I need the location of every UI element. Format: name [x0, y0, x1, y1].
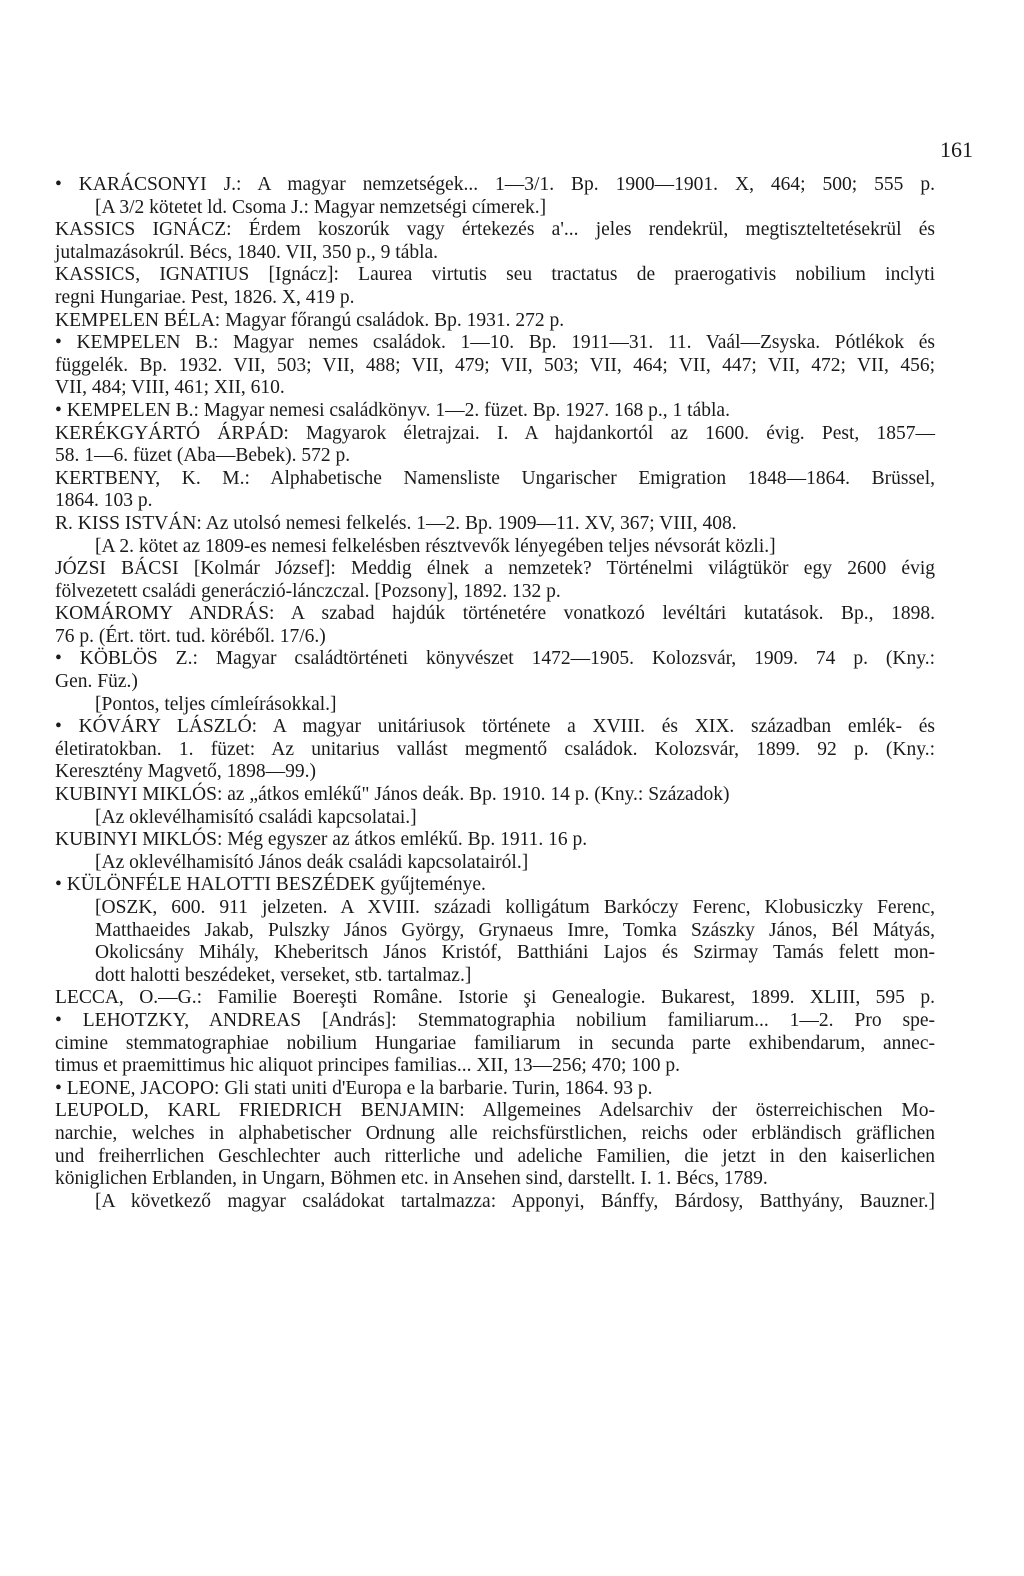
- bibliography-entry-kassics-2: [55, 264, 935, 309]
- entry-line: KERÉKGYÁRTÓ ÁRPÁD: Magyarok életrajzai. I. A hajdankortól az 1600. évig. Pest, 1857—: [55, 422, 935, 444]
- bibliography-entry-leone: [55, 1078, 935, 1101]
- entry-line: [Az oklevélhamisító családi kapcsolatai.]: [95, 806, 417, 828]
- entry-line: KOMÁROMY ANDRÁS: A szabad hajdúk történetére vonatkozó levéltári kutatások. Bp., 1898.: [55, 603, 935, 625]
- bibliography-entry-lehotzky: [55, 1010, 935, 1078]
- entry-line: fölvezetett családi generáczió-lánczczal. [Pozsony], 1892. 132 p.: [55, 580, 561, 602]
- bibliography-entry-kiss: [55, 513, 935, 558]
- entry-line: [OSZK, 600. 911 jelzeten. A XVIII. századi kolligátum Barkóczy Ferenc, Klobusiczky Ferenc,: [95, 897, 935, 918]
- bibliography-entry-koblos: [55, 648, 935, 716]
- entry-line: KASSICS IGNÁCZ: Érdem koszorúk vagy értekezés a'... jeles rendekrül, megtiszteltetésekrül és: [55, 219, 935, 241]
- entry-line: 76 p. (Ért. tört. tud. köréből. 17/6.): [55, 625, 326, 647]
- entry-line: 1864. 103 p.: [55, 490, 153, 512]
- bibliography-entry-kempelen-2: [55, 332, 935, 400]
- entry-line: • KÓVÁRY LÁSZLÓ: A magyar unitáriusok története a XVIII. és XIX. században emlék- és: [55, 716, 935, 738]
- entry-line: [Az oklevélhamisító János deák családi kapcsolatairól.]: [95, 851, 529, 873]
- entry-line: dott halotti beszédeket, verseket, stb. tartalmaz.]: [95, 964, 472, 986]
- entry-line: und freiherrlichen Geschlechter auch ritterliche und adeliche Familien, die jetzt in den kaiserlichen: [55, 1145, 935, 1167]
- bibliography-entry-kempelen-3: [55, 400, 935, 423]
- entry-line: LEUPOLD, KARL FRIEDRICH BENJAMIN: Allgemeines Adelsarchiv der österreichischen Mo-: [55, 1100, 935, 1122]
- entry-line: • KEMPELEN B.: Magyar nemes családok. 1—10. Bp. 1911—31. 11. Vaál—Zsyska. Pótlékok és: [55, 332, 935, 354]
- entry-line: JÓZSI BÁCSI [Kolmár József]: Meddig élnek a nemzetek? Történelmi világtükör egy 2600 évig: [55, 558, 935, 580]
- bibliography-entry-kovary: [55, 716, 935, 784]
- entry-line: életiratokban. 1. füzet: Az unitarius vallást megmentő családok. Kolozsvár, 1899. 92 p. (Kny.:: [55, 738, 935, 760]
- bibliography-entry-kubinyi-2: [55, 829, 935, 874]
- bibliography-entry-kempelen-1: [55, 310, 935, 333]
- bibliography-list: [55, 174, 935, 1213]
- entry-line: KUBINYI MIKLÓS: az „átkos emlékű" János deák. Bp. 1910. 14 p. (Kny.: Századok): [55, 784, 730, 806]
- entry-line: KEMPELEN BÉLA: Magyar főrangú családok. Bp. 1931. 272 p.: [55, 309, 565, 331]
- entry-line: cimine stemmatographiae nobilium Hungariae familiarum in secunda parte exhibendarum, annec-: [55, 1032, 935, 1054]
- entry-line: • LEONE, JACOPO: Gli stati uniti d'Europa e la barbarie. Turin, 1864. 93 p.: [55, 1077, 653, 1099]
- entry-line: [A 3/2 kötetet ld. Csoma J.: Magyar nemzetségi címerek.]: [95, 196, 547, 218]
- entry-line: • KARÁCSONYI J.: A magyar nemzetségek... 1—3/1. Bp. 1900—1901. X, 464; 500; 555 p.: [55, 174, 935, 195]
- entry-line: LECCA, O.—G.: Familie Boereşti Române. Istorie şi Genealogie. Bukarest, 1899. XLIII, 595 p.: [55, 987, 935, 1009]
- entry-line: timus et praemittimus hic aliquot principes familias... XII, 13—256; 470; 100 p.: [55, 1055, 680, 1077]
- entry-line: jutalmazásokrúl. Bécs, 1840. VII, 350 p., 9 tábla.: [55, 241, 439, 263]
- entry-line: VII, 484; VIII, 461; XII, 610.: [55, 377, 285, 399]
- entry-line: [Pontos, teljes címleírásokkal.]: [95, 693, 337, 715]
- bibliography-entry-kulonfele: [55, 874, 935, 987]
- entry-line: Keresztény Magvető, 1898—99.): [55, 761, 317, 783]
- bibliography-entry-kubinyi-1: [55, 784, 935, 829]
- entry-line: • KÖBLÖS Z.: Magyar családtörténeti könyvészet 1472—1905. Kolozsvár, 1909. 74 p. (Kny.:: [55, 648, 935, 670]
- entry-line: • KEMPELEN B.: Magyar nemesi családkönyv. 1—2. füzet. Bp. 1927. 168 p., 1 tábla.: [55, 399, 730, 421]
- entry-line: KUBINYI MIKLÓS: Még egyszer az átkos emlékű. Bp. 1911. 16 p.: [55, 829, 588, 851]
- entry-line: R. KISS ISTVÁN: Az utolsó nemesi felkelés. 1—2. Bp. 1909—11. XV, 367; VIII, 408.: [55, 512, 737, 534]
- bibliography-entry-lecca: [55, 987, 935, 1010]
- bibliography-entry-komaromy: [55, 603, 935, 648]
- bibliography-entry-leupold: [55, 1100, 935, 1213]
- entry-line: • LEHOTZKY, ANDREAS [András]: Stemmatographia nobilium familiarum... 1—2. Pro spe-: [55, 1009, 935, 1031]
- entry-line: KASSICS, IGNATIUS [Ignácz]: Laurea virtutis seu tractatus de praerogativis nobilium inclyti: [55, 264, 935, 286]
- entry-line: Gen. Füz.): [55, 671, 138, 693]
- entry-line: narchie, welches in alphabetischer Ordnung alle reichsfürstlichen, reichs oder erbländisch gräflichen: [55, 1122, 935, 1144]
- entry-line: Matthaeides Jakab, Pulszky János György, Grynaeus Imre, Tomka Szászky János, Bél Mátyás,: [95, 919, 935, 941]
- entry-line: regni Hungariae. Pest, 1826. X, 419 p.: [55, 286, 355, 308]
- entry-line: Okolicsány Mihály, Kheberitsch János Kristóf, Batthiáni Lajos és Szirmay Tamás felett mon-: [95, 942, 935, 964]
- page-number: 161: [940, 137, 973, 162]
- entry-line: • KÜLÖNFÉLE HALOTTI BESZÉDEK gyűjteménye.: [55, 874, 486, 896]
- bibliography-entry-kassics-1: [55, 219, 935, 264]
- entry-line: königlichen Erblanden, in Ungarn, Böhmen etc. in Ansehen sind, darstellt. I. 1. Bécs, 1789.: [55, 1168, 768, 1190]
- entry-line: 58. 1—6. füzet (Aba—Bebek). 572 p.: [55, 445, 351, 467]
- bibliography-entry-kerekgyarto: [55, 423, 935, 468]
- entry-line: függelék. Bp. 1932. VII, 503; VII, 488; VII, 479; VII, 503; VII, 464; VII, 447; VII, 472; VII, 456;: [55, 354, 935, 376]
- entry-line: [A következő magyar családokat tartalmazza: Apponyi, Bánffy, Bárdosy, Batthyány, Bauzner.]: [95, 1190, 935, 1212]
- bibliography-entry-kertbeny: [55, 468, 935, 513]
- entry-line: KERTBENY, K. M.: Alphabetische Namensliste Ungarischer Emigration 1848—1864. Brüssel,: [55, 467, 935, 489]
- bibliography-entry-jozsi: [55, 558, 935, 603]
- entry-line: [A 2. kötet az 1809-es nemesi felkelésben résztvevők lényegében teljes névsorát közli.]: [95, 535, 776, 557]
- bibliography-entry-karacsonyi: [55, 174, 935, 219]
